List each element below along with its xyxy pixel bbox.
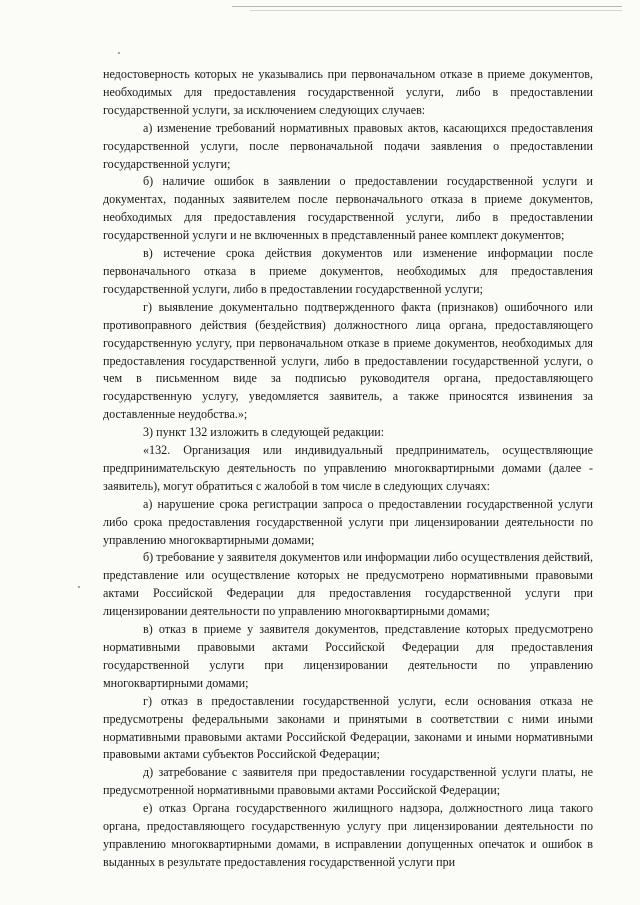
scan-speck — [118, 52, 120, 54]
paragraph-132-item-d: д) затребование с заявителя при предоставлении государственной услуги платы, не предусмотренной нормативными правовыми актами Российской Федерации; — [103, 765, 593, 798]
paragraph-132-item-v: в) отказ в приеме у заявителя документов, представление которых предусмотрено нормативными правовыми актами Российской Федерации для предоставления государственной услуги при лицензировании деятельности по управлению многоквартирными домами; — [103, 622, 593, 690]
paragraph-132-item-g: г) отказ в предоставлении государственной услуги, если основания отказа не предусмотрены федеральными законами и принятыми в соответствии с ними иными нормативными правовыми актами Российской Федерации, законами и иными нормативными правовыми актами субъектов Российской Федерации; — [103, 693, 593, 762]
scan-top-edge-line — [250, 10, 622, 11]
paragraph-item-b: б) наличие ошибок в заявлении о предоставлении государственной услуги и документах, поданных заявителем после первоначального отказа в приеме документов, необходимых для предоставления государственной услуги, либо в предоставлении государственной услуги и не включенных в представленный ранее комплект документов; — [103, 174, 593, 243]
scan-top-edge-line — [232, 6, 622, 7]
paragraph-132-item-a: а) нарушение срока регистрации запроса о предоставлении государственной услуги либо срока предоставления государственной услуги при лицензировании деятельности по управлению многоквартирными домами; — [103, 496, 593, 547]
paragraph-132-item-b: б) требование у заявителя документов или информации либо осуществления действий, представление или осуществление которых не предусмотрено нормативными правовыми актами Российской Федерации для предоставления государственной услуги при лицензировании деятельности по управлению многоквартирными домами; — [103, 550, 593, 619]
scan-speck — [78, 586, 80, 588]
paragraph-item-a: а) изменение требований нормативных правовых актов, касающихся предоставления государственной услуги, после первоначальной подачи заявления о предоставлении государственной услуги; — [103, 120, 593, 171]
document-body — [103, 66, 593, 872]
paragraph-item-v: в) истечение срока действия документов или изменение информации после первоначального отказа в приеме документов, необходимых для предоставления государственной услуги, либо в предоставлении государственной услуги; — [103, 246, 593, 296]
paragraph-continuation: недостоверность которых не указывались при первоначальном отказе в приеме документов, необходимых для предоставления государственной услуги, либо в предоставлении государственной услуги, за исключением следующих случаев: — [103, 67, 593, 117]
paragraph-item-g: г) выявление документально подтвержденного факта (признаков) ошибочного или противоправного действия (бездействия) должностного лица органа, предоставляющего государственную услугу, при первоначальном отказе в приеме документов, необходимых для предоставления государственной услуги, либо в предоставлении государственной услуги, о чем в письменном виде за подписью руководителя органа, предоставляющего государственную услугу, уведомляется заявитель, а также приносятся извинения за доставленные неудобства.»; — [103, 299, 593, 422]
paragraph-132-item-e: е) отказ Органа государственного жилищного надзора, должностного лица такого органа, предоставляющего государственную услугу при лицензировании деятельности по управлению многоквартирными домами, в исправлении допущенных опечаток и ошибок в выданных в результате предоставления государственной услуги при — [103, 801, 593, 869]
paragraph-point-3: 3) пункт 132 изложить в следующей редакции: — [143, 425, 385, 440]
paragraph-clause-132: «132. Организация или индивидуальный предприниматель, осуществляющие предпринимательскую деятельность по управлению многоквартирными домами (далее - заявитель), могут обратиться с жалобой в том числе в следующих случаях: — [103, 443, 593, 493]
